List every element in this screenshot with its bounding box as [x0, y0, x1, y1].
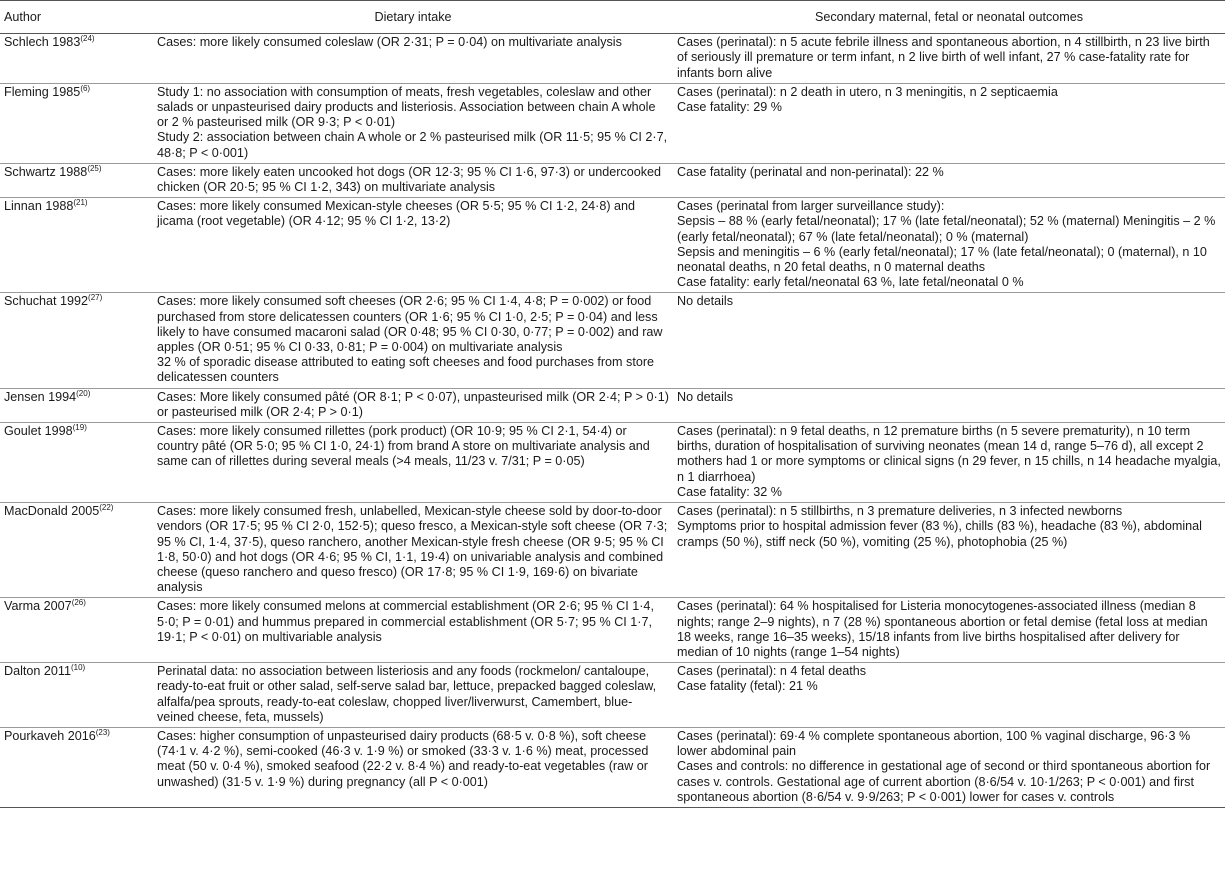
outcomes-cell [673, 198, 1225, 293]
outcome-text: Sepsis – 88 % (early fetal/neonatal); 17 % (late fetal/neonatal); 52 % (maternal) Meningitis – 2 % (early fetal/neonatal); 67 % (late fetal/neonatal); 0 % (maternal) [677, 214, 1216, 244]
author-name: Goulet 1998 [4, 424, 73, 439]
dietary-intake-cell [153, 663, 673, 728]
outcomes-cell [673, 598, 1225, 663]
author-name: Linnan 1988 [4, 199, 74, 214]
author-name: Schwartz 1988 [4, 164, 88, 179]
author-name: Dalton 2011 [4, 664, 71, 679]
author-name: Schuchat 1992 [4, 294, 89, 309]
table-row [0, 663, 1225, 728]
author-cell [0, 198, 153, 293]
table-row [0, 198, 1225, 293]
dietary-text: Cases: higher consumption of unpasteurised dairy products (68·5 v. 0·8 %), soft cheese (74·1 v. 4·2 %), semi-cooked (46·3 v. 1·9 %) or smoked (33·3 v. 1·6 %) meat, processed meat (50 v. 0·4 %), smoked seafood (22·2 v. 8·4 %) and ready-to-eat vegetables (raw or unwashed) (31·5 v. 1·9 %) during pregnancy (all P < 0·001) [157, 728, 649, 789]
dietary-text: Cases: more likely consumed rillettes (pork product) (OR 10·9; 95 % CI 2·1, 54·4) or country pâté (OR 5·0; 95 % CI 1·0, 24·1) from brand A store on multivariate analysis and same can of rillettes during several meals (>4 meals, 11/23 v. 7/31; P = 0·05) [157, 424, 650, 469]
author-cell [0, 83, 153, 163]
dietary-text: Cases: more likely eaten uncooked hot dogs (OR 12·3; 95 % CI 1·6, 97·3) or undercooked chicken (OR 20·5; 95 % CI 1·2, 343) on multivariate analysis [157, 164, 662, 195]
dietary-text: Cases: more likely consumed Mexican-style cheeses (OR 5·5; 95 % CI 1·2, 24·8) and jicama (root vegetable) (OR 4·12; 95 % CI 1·2, 13·2) [157, 199, 636, 229]
table-row [0, 34, 1225, 84]
table-row [0, 83, 1225, 163]
outcome-text: Cases and controls: no difference in gestational age of second or third spontaneous abortion for cases v. controls. Gestational age of current abortion (8·6/54 v. 10·1/263; P < 0·001) and first spontaneous abortion (8·6/54 v. 9·9/263; P < 0·001) lower for cases v. controls [677, 759, 1211, 804]
dietary-text: Cases: More likely consumed pâté (OR 8·1; P < 0·07), unpasteurised milk (OR 2·4; P > 0·1) or pasteurised milk (OR 2·4; P > 0·1) [157, 389, 669, 419]
outcome-text: Case fatality: early fetal/neonatal 63 %, late fetal/neonatal 0 % [677, 275, 1024, 290]
dietary-text: Cases: more likely consumed soft cheeses (OR 2·6; 95 % CI 1·4, 4·8; P = 0·002) or food purchased from store delicatessen counters (OR 1·6; 95 % CI 1·0, 2·5; P = 0·04) and less likely to have consumed macaroni salad (OR 0·48; 95 % CI 0·30, 0·77; P = 0·002) and raw apples (OR 0·51; 95 % CI 0·33, 0·81; P = 0·004) on multivariate analysis [157, 294, 663, 355]
author-name: Fleming 1985 [4, 84, 81, 99]
outcome-text: No details [677, 294, 734, 309]
outcomes-cell [673, 423, 1225, 503]
reference-number: (26) [71, 598, 86, 608]
outcome-text: No details [677, 389, 734, 404]
author-cell [0, 34, 153, 84]
outcomes-cell [673, 388, 1225, 422]
table-row [0, 503, 1225, 598]
outcome-text: Cases (perinatal): 64 % hospitalised for Listeria monocytogenes-associated illness (median 8 nights; range 2–9 nights), n 7 (28 %) spontaneous abortion or fetal demise (fetal loss at median 18 weeks, range 16–35 weeks), 15/18 infants from live births hospitalised after delivery for median of 10 nights (range 1–54 nights) [677, 599, 1208, 659]
table-row [0, 293, 1225, 388]
header-outcomes: Secondary maternal, fetal or neonatal outcomes [673, 1, 1225, 34]
header-author: Author [0, 1, 153, 34]
outcome-text: Cases (perinatal): 69·4 % complete spontaneous abortion, 100 % vaginal discharge, 96·3 % lower abdominal pain [677, 728, 1191, 759]
reference-number: (21) [73, 198, 88, 208]
author-name: Pourkaveh 2016 [4, 728, 96, 743]
outcome-text: Cases (perinatal): n 5 acute febrile illness and spontaneous abortion, n 4 stillbirth, n 23 live birth of seriously ill premature or term infant, n 2 live birth of well infant, 27 % case-fatality rate for infants born alive [677, 35, 1210, 80]
dietary-intake-cell [153, 503, 673, 598]
table-row [0, 423, 1225, 503]
author-cell [0, 503, 153, 598]
author-cell [0, 598, 153, 663]
reference-number: (24) [80, 34, 95, 44]
outcome-text: Cases (perinatal): n 5 stillbirths, n 3 premature deliveries, n 3 infected newborns [677, 504, 1123, 519]
outcome-text: Case fatality (fetal): 21 % [677, 679, 818, 694]
author-name: Jensen 1994 [4, 389, 77, 404]
outcomes-cell [673, 727, 1225, 807]
outcome-text: Case fatality (perinatal and non-perinatal): 22 % [677, 164, 944, 179]
outcome-text: Cases (perinatal): n 4 fetal deaths [677, 664, 867, 679]
dietary-intake-cell [153, 388, 673, 422]
dietary-text: Study 1: no association with consumption of meats, fresh vegetables, coleslaw and other salads or unpasteurised dairy products and listeriosis. Association between chain A whole or 2 % pasteurised milk (OR 9·3; P < 0·01) [157, 84, 656, 130]
outcome-text: Sepsis and meningitis – 6 % (early fetal/neonatal); 17 % (late fetal/neonatal); 0 (maternal), n 10 neonatal deaths, n 20 fetal deaths, n 0 maternal deaths [677, 244, 1207, 275]
dietary-text: Cases: more likely consumed fresh, unlabelled, Mexican-style cheese sold by door-to-door vendors (OR 17·5; 95 % CI 2·0, 152·5); queso fresco, a Mexican-style soft cheese (OR 7·3; 95 % CI, 1·4, 37·5), queso ranchero, another Mexican-style fresh cheese (OR 9·5; 95 % CI 1·8, 50·0) and hot dogs (OR 4·6; 95 % CI, 1·1, 19·4) on univariable analysis and combined cheese (queso ranchero and queso fresco) (OR 17·8; 95 % CI 1·9, 169·6) on bivariate analysis [157, 504, 668, 595]
author-cell [0, 293, 153, 388]
reference-number: (19) [72, 423, 87, 433]
author-cell [0, 388, 153, 422]
reference-number: (27) [88, 293, 103, 303]
dietary-text: 32 % of sporadic disease attributed to eating soft cheeses and food purchases from store delicatessen counters [157, 355, 655, 385]
dietary-intake-cell [153, 293, 673, 388]
dietary-intake-cell [153, 34, 673, 84]
outcomes-cell [673, 663, 1225, 728]
dietary-intake-cell [153, 423, 673, 503]
dietary-text: Cases: more likely consumed coleslaw (OR 2·31; P = 0·04) on multivariate analysis [157, 35, 622, 50]
table-row [0, 598, 1225, 663]
outcomes-cell [673, 293, 1225, 388]
author-name: Varma 2007 [4, 599, 72, 614]
reference-number: (25) [87, 163, 102, 173]
reference-number: (22) [99, 503, 114, 513]
table-row [0, 388, 1225, 422]
dietary-intake-cell [153, 727, 673, 807]
dietary-intake-cell [153, 83, 673, 163]
reference-number: (20) [76, 388, 91, 398]
reference-number: (10) [70, 663, 86, 673]
author-name: MacDonald 2005 [4, 504, 100, 519]
dietary-intake-cell [153, 198, 673, 293]
reference-number: (23) [95, 727, 110, 737]
header-row [0, 1, 1225, 34]
outcomes-cell [673, 163, 1225, 197]
outcome-text: Case fatality: 29 % [677, 100, 782, 115]
table-row [0, 727, 1225, 807]
header-dietary-intake: Dietary intake [153, 1, 673, 34]
dietary-intake-cell [153, 163, 673, 197]
outcome-text: Cases (perinatal): n 2 death in utero, n 3 meningitis, n 2 septicaemia [677, 84, 1058, 99]
outcomes-cell [673, 34, 1225, 84]
dietary-text: Perinatal data: no association between listeriosis and any foods (rockmelon/ cantaloupe, ready-to-eat fruit or other salad, self-serve salad bar, lettuce, prepacked bagged coleslaw, alfalfa/pea sprouts, ready-to-eat coleslaw, chopped liver/liverwurst, Camembert, blue-veined cheese, feta, mussels) [157, 664, 657, 724]
table-row [0, 163, 1225, 197]
table-body [0, 34, 1225, 808]
outcome-text: Cases (perinatal from larger surveillance study): [677, 199, 945, 214]
author-cell [0, 663, 153, 728]
outcome-text: Symptoms prior to hospital admission fever (83 %), chills (83 %), headache (83 %), abdominal cramps (50 %), stiff neck (50 %), vomiting (25 %), photophobia (25 %) [677, 519, 1202, 549]
outcomes-cell [673, 83, 1225, 163]
reference-number: (6) [80, 83, 91, 93]
author-name: Schlech 1983 [4, 35, 81, 50]
outcomes-cell [673, 503, 1225, 598]
author-cell [0, 423, 153, 503]
outcome-text: Cases (perinatal): n 9 fetal deaths, n 12 premature births (n 5 severe prematurity), n 10 term births, duration of hospitalisation of surviving neonates (mean 14 d, range 5–76 d), all except 2 mothers had 1 or more symptoms or clinical signs (n 29 fever, n 15 chills, n 14 headache myalgia, n 1 diarrhoea) [677, 424, 1221, 484]
dietary-text: Cases: more likely consumed melons at commercial establishment (OR 2·6; 95 % CI 1·4, 5·0; P = 0·01) and hummus prepared in commercial establishment (OR 5·7; 95 % CI 1·7, 19·1; P < 0·01) on multivariable analysis [157, 599, 654, 644]
outcome-text: Case fatality: 32 % [677, 484, 782, 499]
author-cell [0, 163, 153, 197]
dietary-text: Study 2: association between chain A whole or 2 % pasteurised milk (OR 11·5; 95 % CI 2·7, 48·8; P < 0·001) [157, 130, 668, 160]
dietary-intake-cell [153, 598, 673, 663]
author-cell [0, 727, 153, 807]
